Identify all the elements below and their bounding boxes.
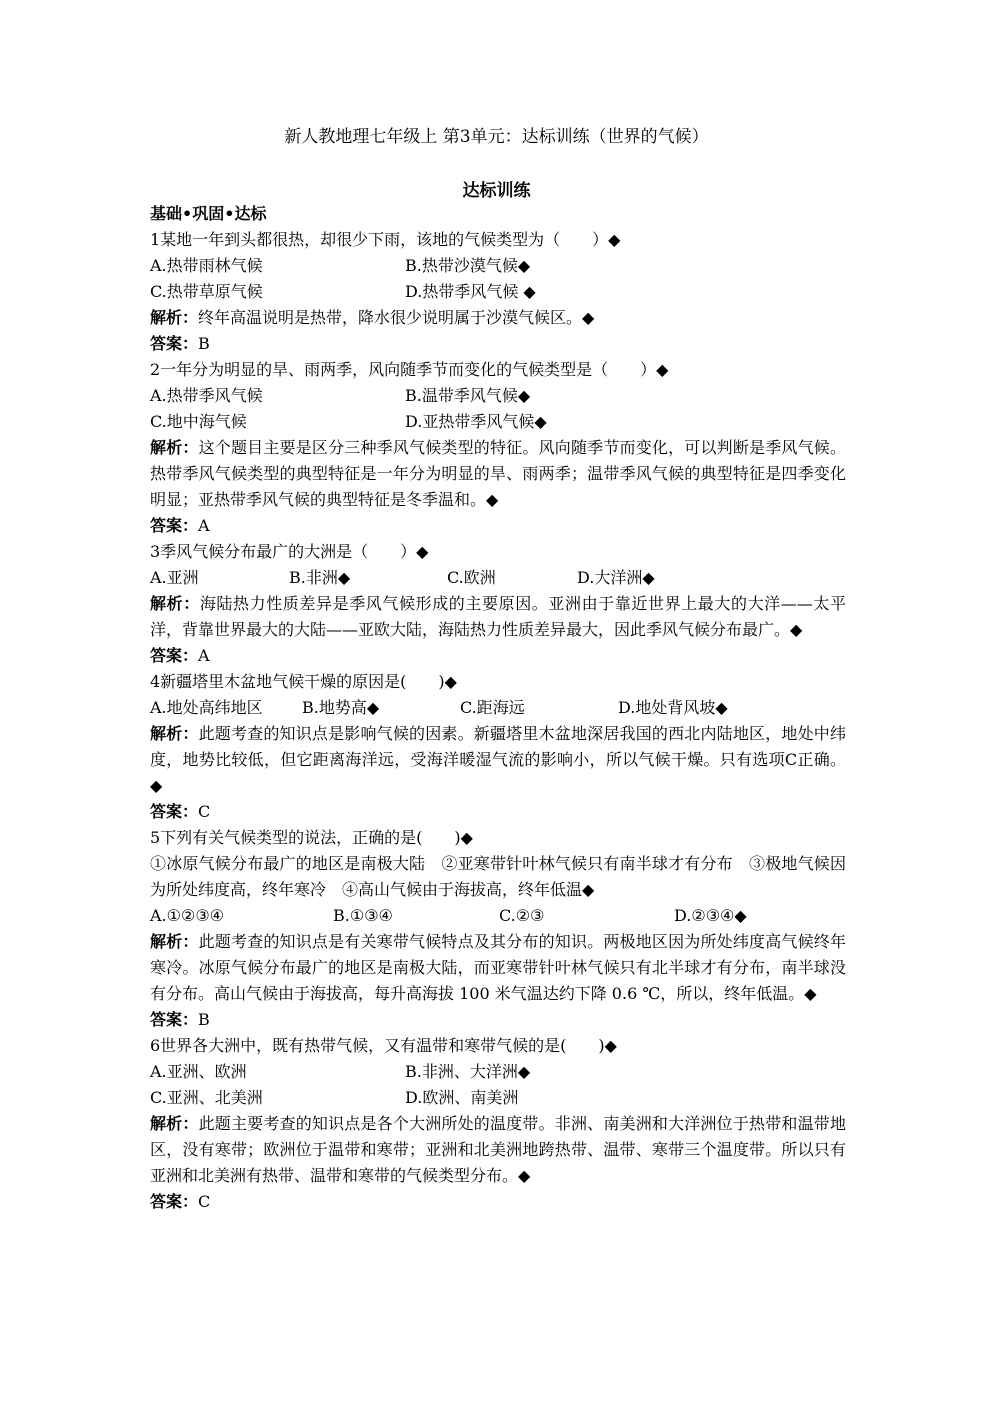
analysis-text: 海陆热力性质差异是季风气候形成的主要原因。亚洲由于靠近世界上最大的大洋——太平洋，背靠世界最大的大陆——亚欧大陆，海陆热力性质差异最大，因此季风气候分布最广。◆ xyxy=(150,594,846,639)
option-b: B.①③④ xyxy=(333,906,393,925)
option-a: A.热带雨林气候 xyxy=(150,256,263,275)
options-row xyxy=(150,565,846,591)
options-row xyxy=(150,279,846,305)
document-body xyxy=(150,201,846,1215)
question-3 xyxy=(150,539,846,669)
option-c: C.地中海气候 xyxy=(150,412,247,431)
question-statements: ①冰原气候分布最广的地区是南极大陆 ②亚寒带针叶林气候只有南半球才有分布 ③极地气候因为所处纬度高，终年寒冷 ④高山气候由于海拔高，终年低温◆ xyxy=(150,854,846,899)
option-d: D.亚热带季风气候◆ xyxy=(405,412,547,431)
answer xyxy=(150,799,846,825)
analysis xyxy=(150,929,846,1007)
options-row xyxy=(150,1085,846,1111)
document-title: 新人教地理七年级上 第3单元：达标训练（世界的气候） xyxy=(284,127,709,147)
option-d: D.热带季风气候 ◆ xyxy=(405,282,536,301)
analysis-label: 解析： xyxy=(150,308,199,327)
analysis-text: 此题主要考查的知识点是各个大洲所处的温度带。非洲、南美洲和大洋洲位于热带和温带地区，没有寒带；欧洲位于温带和寒带；亚洲和北美洲地跨热带、温带、寒带三个温度带。所以只有亚洲和北美洲有热带、温带和寒带的气候类型分布。◆ xyxy=(150,1114,846,1185)
option-a: A.热带季风气候 xyxy=(150,386,263,405)
answer-value: C xyxy=(198,802,211,821)
option-d: D.②③④◆ xyxy=(674,906,747,925)
question-stem: 4新疆塔里木盆地气候干燥的原因是( )◆ xyxy=(150,672,457,691)
options-row xyxy=(150,1059,846,1085)
answer-label: 答案： xyxy=(150,1010,199,1029)
analysis xyxy=(150,721,846,799)
options-row xyxy=(150,409,846,435)
question-6 xyxy=(150,1033,846,1215)
question-2 xyxy=(150,357,846,539)
answer-value: C xyxy=(198,1192,211,1211)
answer-value: B xyxy=(198,334,210,353)
question-stem: 5下列有关气候类型的说法，正确的是( )◆ xyxy=(150,828,473,847)
section-heading: 基础•巩固•达标 xyxy=(150,204,267,223)
option-a: A.亚洲、欧洲 xyxy=(150,1062,247,1081)
analysis-label: 解析： xyxy=(150,932,199,951)
question-stem: 6世界各大洲中，既有热带气候，又有温带和寒带气候的是( )◆ xyxy=(150,1036,617,1055)
question-stem: 2一年分为明显的旱、雨两季，风向随季节而变化的气候类型是（ ）◆ xyxy=(150,360,669,379)
answer xyxy=(150,513,846,539)
section-title: 达标训练 xyxy=(462,181,531,201)
option-c: C.亚洲、北美洲 xyxy=(150,1088,263,1107)
answer-value: B xyxy=(198,1010,210,1029)
answer-value: A xyxy=(198,516,210,535)
analysis-label: 解析： xyxy=(150,438,199,457)
option-b: B.温带季风气候◆ xyxy=(405,386,531,405)
answer xyxy=(150,1007,846,1033)
analysis-text: 此题考查的知识点是影响气候的因素。新疆塔里木盆地深居我国的西北内陆地区，地处中纬度，地势比较低，但它距离海洋远，受海洋暖湿气流的影响小，所以气候干燥。只有选项C正确。◆ xyxy=(150,724,846,795)
analysis-label: 解析： xyxy=(150,724,199,743)
option-a: A.①②③④ xyxy=(150,906,225,925)
analysis xyxy=(150,435,846,513)
question-1 xyxy=(150,227,846,357)
option-b: B.非洲、大洋洲◆ xyxy=(405,1062,531,1081)
option-c: C.②③ xyxy=(499,906,545,925)
options-row xyxy=(150,695,846,721)
answer-value: A xyxy=(198,646,210,665)
analysis-label: 解析： xyxy=(150,594,200,613)
answer xyxy=(150,1189,846,1215)
analysis xyxy=(150,1111,846,1189)
analysis-label: 解析： xyxy=(150,1114,199,1133)
option-d: D.地处背风坡◆ xyxy=(618,698,728,717)
answer-label: 答案： xyxy=(150,802,199,821)
answer xyxy=(150,331,846,357)
analysis-text: 此题考查的知识点是有关寒带气候特点及其分布的知识。两极地区因为所处纬度高气候终年寒冷。冰原气候分布最广的地区是南极大陆，而亚寒带针叶林气候只有北半球才有分布，南半球没有分布。高山气候由于海拔高，每升高海拔 100 米气温达约下降 0.6 ℃，所以，终年低温。◆ xyxy=(150,932,846,1003)
option-a: A.地处高纬地区 xyxy=(150,698,263,717)
question-4 xyxy=(150,669,846,825)
question-stem: 3季风气候分布最广的大洲是（ ）◆ xyxy=(150,542,429,561)
analysis xyxy=(150,305,846,331)
option-c: C.距海远 xyxy=(460,698,525,717)
answer-label: 答案： xyxy=(150,516,199,535)
analysis-text: 这个题目主要是区分三种季风气候类型的特征。风向随季节而变化，可以判断是季风气候。热带季风气候类型的典型特征是一年分为明显的旱、雨两季；温带季风气候的典型特征是四季变化明显；亚热带季风气候的典型特征是冬季温和。◆ xyxy=(150,438,846,509)
option-c: C.热带草原气候 xyxy=(150,282,263,301)
option-b: B.非洲◆ xyxy=(289,568,351,587)
option-a: A.亚洲 xyxy=(150,568,199,587)
option-d: D.欧洲、南美洲 xyxy=(405,1088,519,1107)
options-row xyxy=(150,383,846,409)
option-b: B.地势高◆ xyxy=(302,698,380,717)
question-5 xyxy=(150,825,846,1033)
option-d: D.大洋洲◆ xyxy=(577,568,655,587)
option-b: B.热带沙漠气候◆ xyxy=(405,256,531,275)
answer-label: 答案： xyxy=(150,334,199,353)
option-c: C.欧洲 xyxy=(447,568,496,587)
options-row xyxy=(150,903,846,929)
options-row xyxy=(150,253,846,279)
answer-label: 答案： xyxy=(150,1192,199,1211)
analysis xyxy=(150,591,846,643)
answer-label: 答案： xyxy=(150,646,199,665)
question-stem: 1某地一年到头都很热，却很少下雨，该地的气候类型为（ ）◆ xyxy=(150,230,621,249)
answer xyxy=(150,643,846,669)
analysis-text: 终年高温说明是热带，降水很少说明属于沙漠气候区。◆ xyxy=(198,308,595,327)
